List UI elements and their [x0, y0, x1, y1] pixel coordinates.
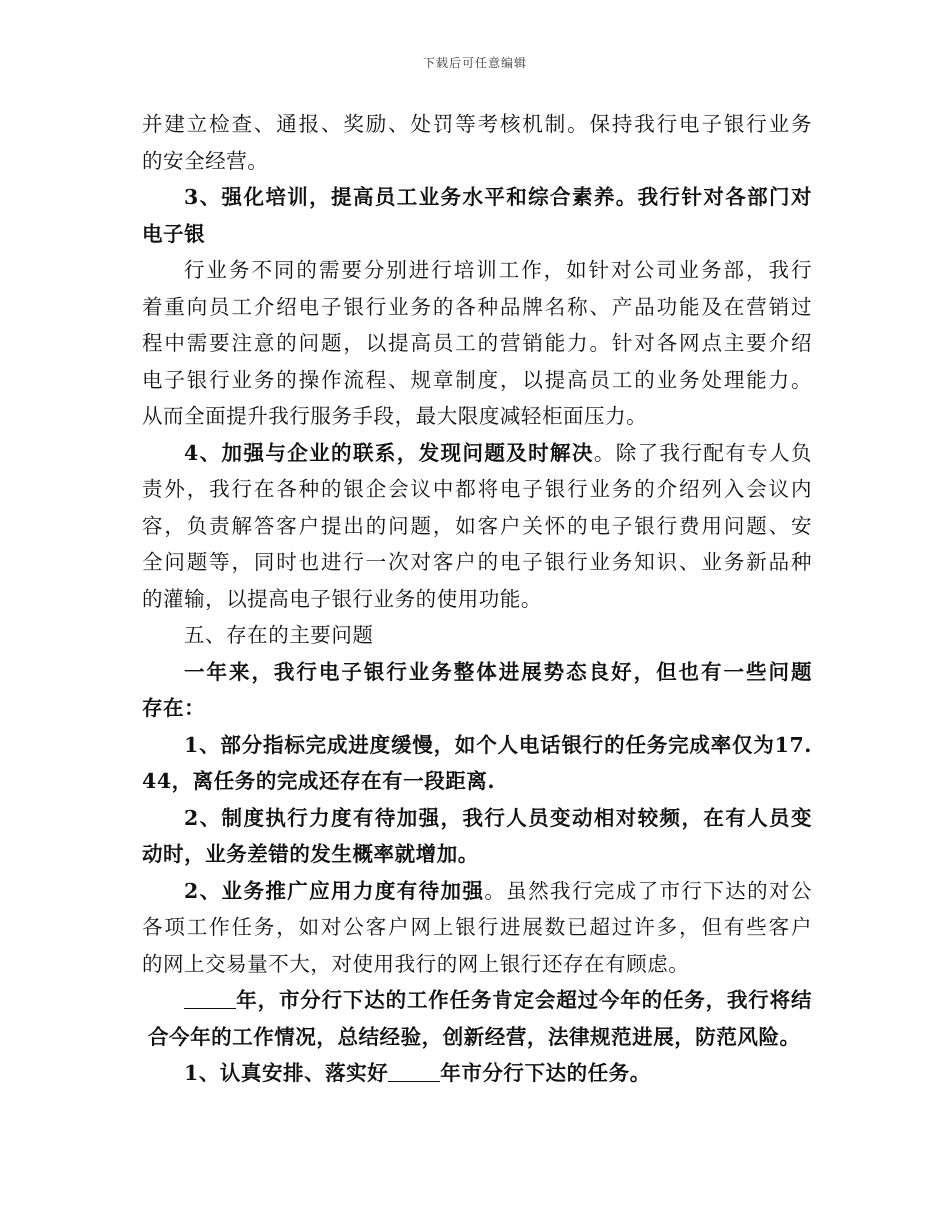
list-item-continued: 动时，业务差错的发生概率就增加。 — [142, 842, 479, 866]
list-item: 1、部分指标完成进度缓慢，如个人电话银行的任务完成率仅为17. — [184, 732, 812, 757]
list-item — [142, 873, 812, 910]
page-header: 下载后可任意编辑 — [422, 56, 527, 70]
paragraph-line: 的安全经营。 — [142, 148, 269, 173]
paragraph-line — [142, 435, 812, 472]
paragraph-line: 的网上交易量不大，对使用我行的网上银行还存在有顾虑。 — [142, 951, 690, 976]
paragraph-line: 电子银行业务的操作流程、规章制度，以提高员工的业务处理能力。 — [142, 367, 812, 392]
paragraph-line: 各项工作任务，如对公客户网上银行进展数已超过许多，但有些客户 — [142, 915, 812, 939]
paragraph-line: 合今年的工作情况，总结经验，创新经营，法律规范进展，防范风险。 — [148, 1024, 801, 1049]
section-heading: 3、强化培训，提高员工业务水平和综合素养。我行针对各部门对 — [184, 185, 812, 209]
blank-underline — [388, 1061, 440, 1082]
paragraph-line: 行业务不同的需要分别进行培训工作，如针对公司业务部，我行 — [184, 258, 812, 282]
paragraph-line: 并建立检查、通报、奖励、处罚等考核机制。保持我行电子银行业务 — [142, 112, 812, 136]
paragraph-line: 容，负责解答客户提出的问题，如客户关怀的电子银行费用问题、安 — [142, 513, 812, 538]
paragraph-text: 。除了我行配有专人负 — [593, 440, 813, 465]
paragraph-line: 全问题等，同时也进行一次对客户的电子银行业务知识、业务新品种 — [142, 550, 812, 574]
list-item — [142, 1055, 812, 1092]
section-heading: 2、业务推广应用力度有待加强 — [184, 878, 485, 903]
section-heading: 五、存在的主要问题 — [184, 623, 374, 647]
paragraph-text: 。虽然我行完成了市行下达的对公 — [484, 878, 812, 903]
paragraph-line: 程中需要注意的问题，以提高员工的营销能力。针对各网点主要介绍 — [142, 331, 812, 355]
paragraph-line: 着重向员工介绍电子银行业务的各种品牌名称、产品功能及在营销过 — [142, 294, 812, 319]
paragraph-line: 一年来，我行电子银行业务整体进展势态良好，但也有一些问题 — [184, 659, 812, 684]
paragraph-line: 存在： — [142, 696, 206, 720]
paragraph-text: 年市分行下达的任务。 — [440, 1061, 651, 1085]
section-heading: 4、加强与企业的联系，发现问题及时解决 — [184, 440, 594, 465]
section-heading: 电子银 — [142, 221, 206, 246]
list-item: 2、制度执行力度有待加强，我行人员变动相对较频，在有人员变 — [184, 805, 812, 830]
blank-underline — [184, 988, 236, 1009]
paragraph-line — [142, 982, 812, 1019]
paragraph-line: 从而全面提升我行服务手段，最大限度减轻柜面压力。 — [142, 404, 648, 428]
paragraph-text: 1、认真安排、落实好 — [184, 1061, 389, 1085]
paragraph-line: 的灌输，以提高电子银行业务的使用功能。 — [142, 586, 542, 611]
paragraph-line: 责外，我行在各种的银企会议中都将电子银行业务的介绍列入会议内 — [142, 477, 812, 501]
list-item-continued: 44，离任务的完成还存在有一段距离. — [142, 769, 496, 793]
document-body — [142, 106, 812, 1092]
paragraph-text: 年，市分行下达的工作任务肯定会超过今年的任务，我行将结 — [236, 988, 812, 1012]
